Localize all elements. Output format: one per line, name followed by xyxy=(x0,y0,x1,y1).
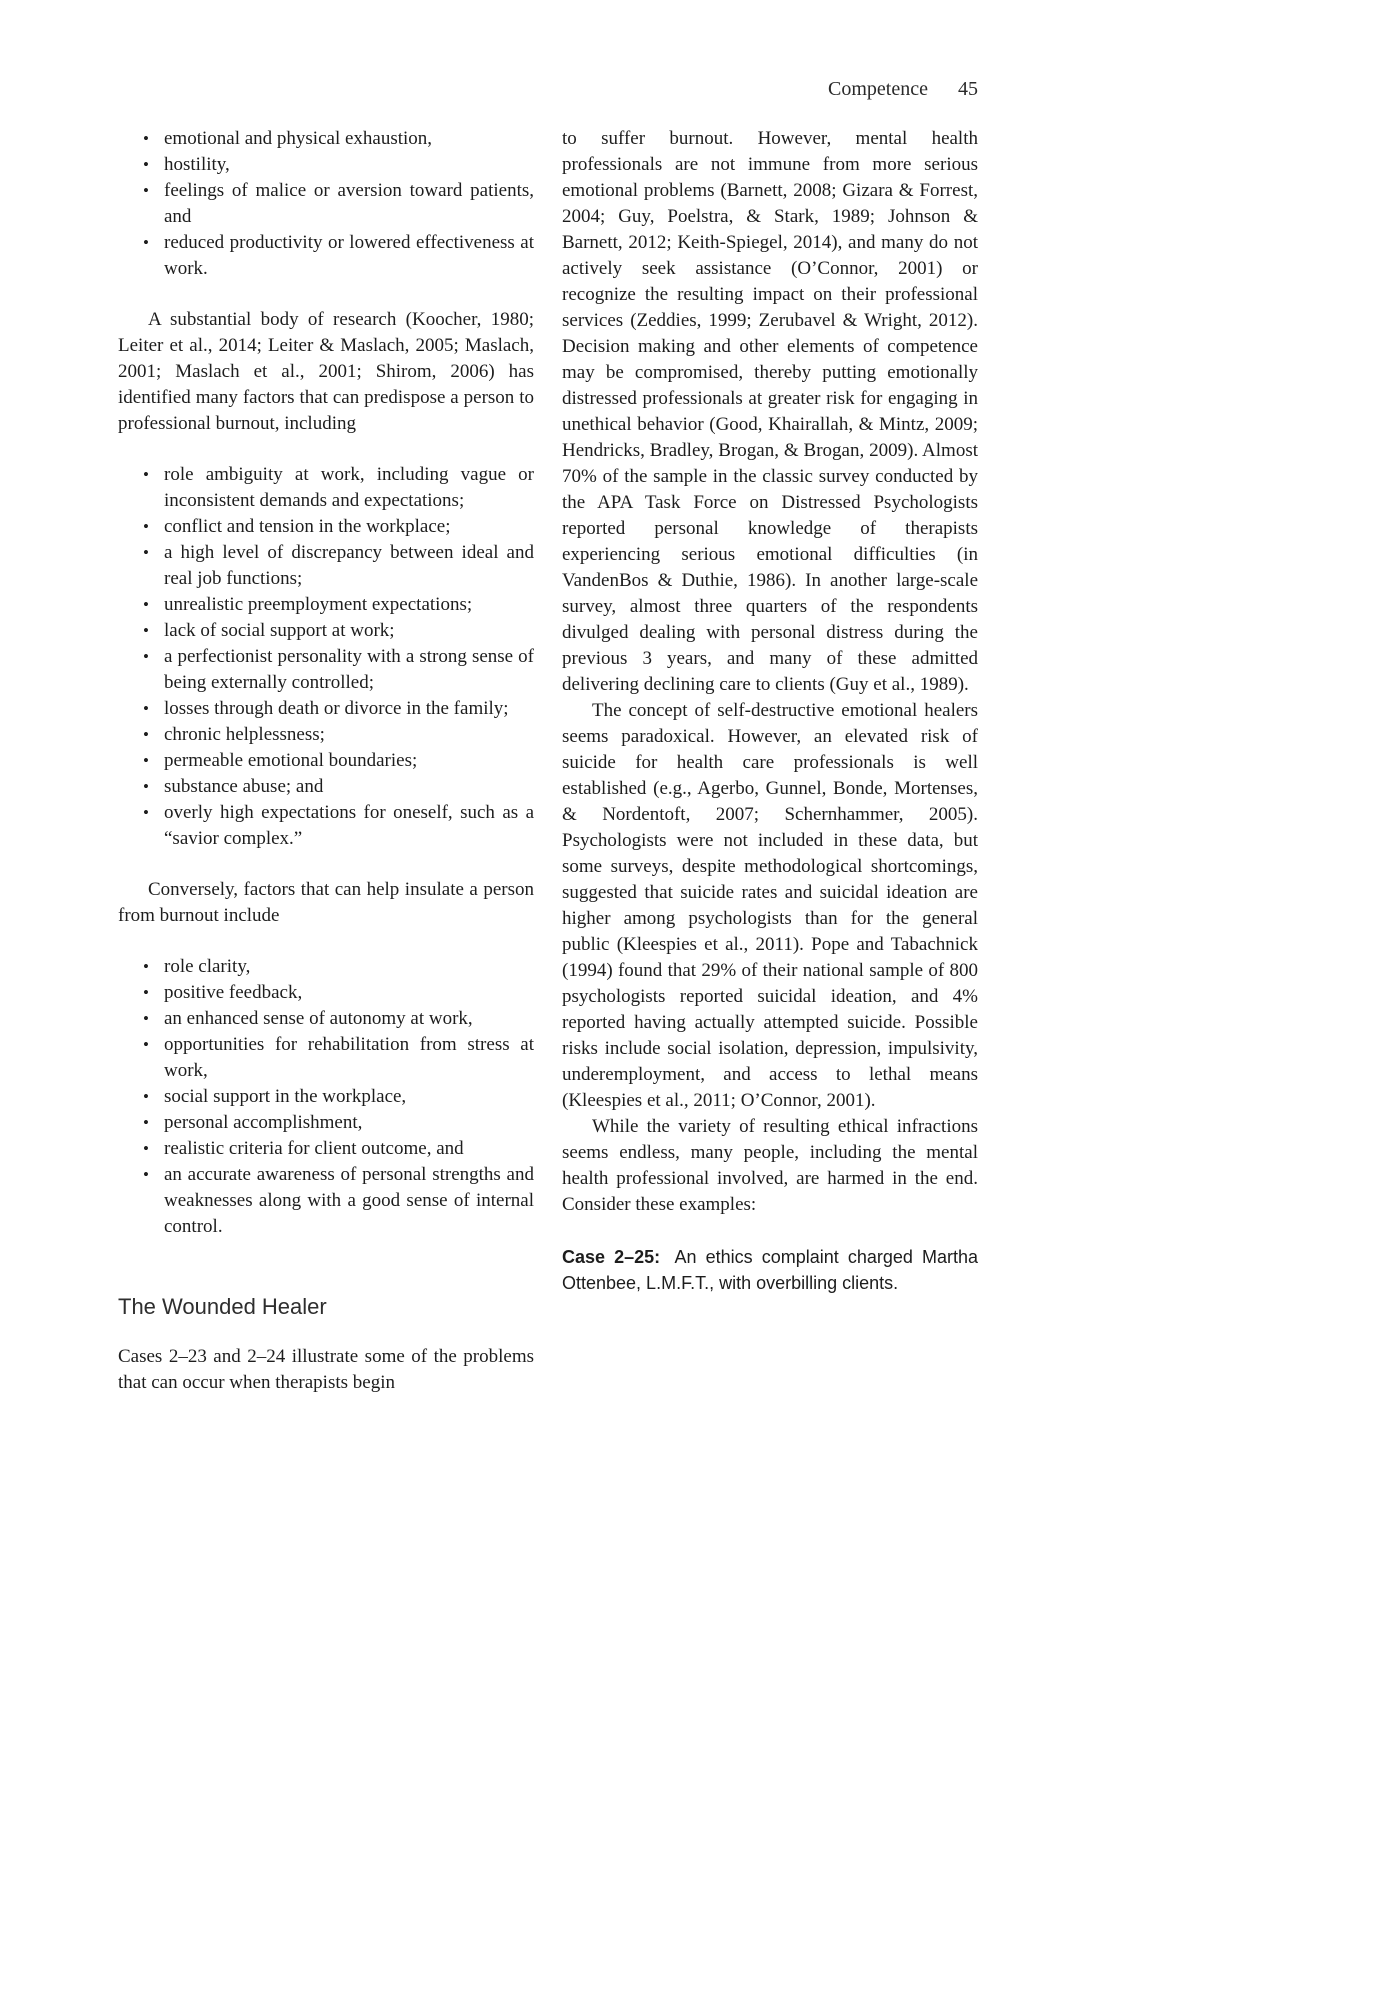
paragraph-ethical-infractions: While the variety of resulting ethical infractions seems endless, many people, including the mental health professional involved, are harmed in the end. Consider these examples: xyxy=(562,1116,978,1215)
section-heading-wounded-healer: The Wounded Healer xyxy=(118,1294,327,1319)
predisposing-factors-list xyxy=(118,462,534,852)
case-label: Case 2–25: xyxy=(562,1247,661,1267)
bullet-item: • positive feedback, xyxy=(164,980,534,1006)
bullet-item: • substance abuse; and xyxy=(164,774,534,800)
bullet-item: • overly high expectations for oneself, such as a “savior complex.” xyxy=(164,800,534,852)
paragraph-cases-intro: Cases 2–23 and 2–24 illustrate some of the problems that can occur when therapists begin xyxy=(118,1346,534,1393)
bullet-item: • personal accomplishment, xyxy=(164,1110,534,1136)
bullet-item: • emotional and physical exhaustion, xyxy=(164,126,534,152)
paragraph-conversely: Conversely, factors that can help insulate a person from burnout include xyxy=(118,879,534,926)
case-text: An ethics complaint charged Martha Ottenbee, L.M.F.T., with overbilling clients. xyxy=(562,1247,978,1293)
running-head xyxy=(118,76,978,102)
bullet-item: • realistic criteria for client outcome, and xyxy=(164,1136,534,1162)
bullet-item: • chronic helplessness; xyxy=(164,722,534,748)
bullet-item: • a perfectionist personality with a strong sense of being externally controlled; xyxy=(164,644,534,696)
bullet-item: • reduced productivity or lowered effectiveness at work. xyxy=(164,230,534,282)
bullet-item: • a high level of discrepancy between ideal and real job functions; xyxy=(164,540,534,592)
case-2-25 xyxy=(562,1244,978,1296)
bullet-item: • social support in the workplace, xyxy=(164,1084,534,1110)
bullet-item: • lack of social support at work; xyxy=(164,618,534,644)
running-head-title: Competence xyxy=(828,78,928,100)
paragraph-research: A substantial body of research (Koocher, 1980; Leiter et al., 2014; Leiter & Maslach, 2005; Maslach, 2001; Maslach et al., 2001; Shirom, 2006) has identified many factors that can predispose a person to professional burnout, including xyxy=(118,309,534,434)
insulating-factors-list xyxy=(118,954,534,1240)
page-content xyxy=(118,76,978,1396)
page-number: 45 xyxy=(958,78,978,100)
bullet-item: • role clarity, xyxy=(164,954,534,980)
bullet-item: • hostility, xyxy=(164,152,534,178)
paragraph-burnout-continued: to suffer burnout. However, mental health professionals are not immune from more serious emotional problems (Barnett, 2008; Gizara & Forrest, 2004; Guy, Poelstra, & Stark, 1989; Johnson & Barnett, 2012; Keith-Spiegel, 2014), and many do not actively seek assistance (O’Connor, 2001) or recognize the resulting impact on their professional services (Zeddies, 1999; Zerubavel & Wright, 2012). Decision making and other elements of competence may be compromised, thereby putting emotionally distressed professionals at greater risk for engaging in unethical behavior (Good, Khairallah, & Mintz, 2009; Hendricks, Bradley, Brogan, & Brogan, 2009). Almost 70% of the sample in the classic survey conducted by the APA Task Force on Distressed Psychologists reported personal knowledge of therapists experiencing serious emotional difficulties (in VandenBos & Duthie, 1986). In another large-scale survey, almost three quarters of the respondents divulged dealing with personal distress during the previous 3 years, and many of these admitted delivering declining care to clients (Guy et al., 1989). xyxy=(562,128,978,695)
bullet-item: • losses through death or divorce in the family; xyxy=(164,696,534,722)
burnout-symptoms-list xyxy=(118,126,534,282)
bullet-item: • unrealistic preemployment expectations; xyxy=(164,592,534,618)
bullet-item: • conflict and tension in the workplace; xyxy=(164,514,534,540)
bullet-item: • an enhanced sense of autonomy at work, xyxy=(164,1006,534,1032)
bullet-item: • opportunities for rehabilitation from stress at work, xyxy=(164,1032,534,1084)
paragraph-wounded-healers: The concept of self-destructive emotional healers seems paradoxical. However, an elevated risk of suicide for health care professionals is well established (e.g., Agerbo, Gunnel, Bonde, Mortenses, & Nordentoft, 2007; Schernhammer, 2005). Psychologists were not included in these data, but some surveys, despite methodological shortcomings, suggested that suicide rates and suicidal ideation are higher among psychologists than for the general public (Kleespies et al., 2011). Pope and Tabachnick (1994) found that 29% of their national sample of 800 psychologists reported suicidal ideation, and 4% reported having actually attempted suicide. Possible risks include social isolation, depression, impulsivity, underemployment, and access to lethal means (Kleespies et al., 2011; O’Connor, 2001). xyxy=(562,700,978,1111)
bullet-item: • an accurate awareness of personal strengths and weaknesses along with a good sense of internal control. xyxy=(164,1162,534,1240)
bullet-item: • role ambiguity at work, including vague or inconsistent demands and expectations; xyxy=(164,462,534,514)
bullet-item: • permeable emotional boundaries; xyxy=(164,748,534,774)
right-column xyxy=(562,126,978,1396)
two-column-layout xyxy=(118,126,978,1396)
left-column xyxy=(118,126,534,1396)
bullet-item: • feelings of malice or aversion toward patients, and xyxy=(164,178,534,230)
